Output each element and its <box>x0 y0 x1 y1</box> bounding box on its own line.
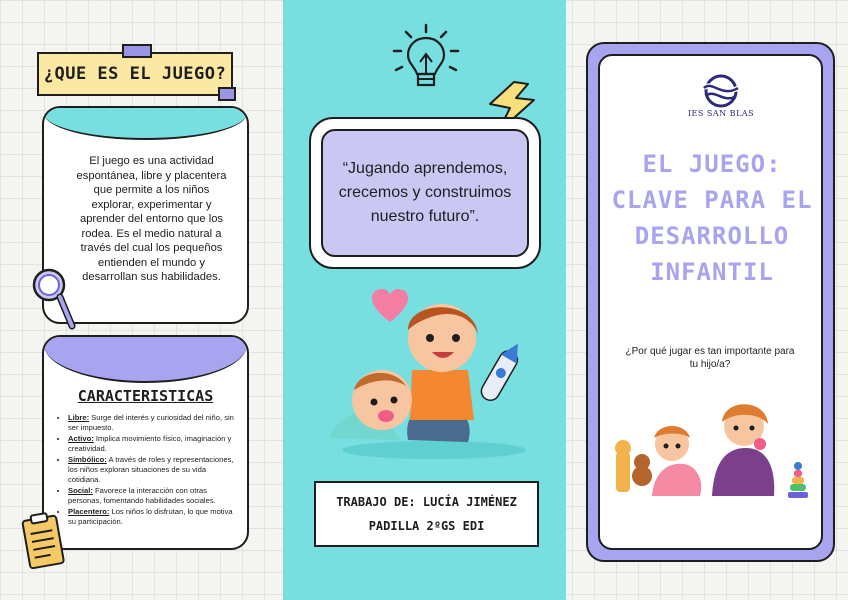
item-text: Implica movimiento físico, imaginación y creatividad. <box>68 434 232 453</box>
lightbulb-icon <box>388 22 464 92</box>
list-item <box>68 434 237 453</box>
clipboard-icon <box>18 510 68 572</box>
tape-clip-top <box>122 44 152 58</box>
item-text: Surge del interés y curiosidad del niño, sin ser impuesto. <box>68 413 234 432</box>
definition-card-header <box>44 108 247 140</box>
item-term: Activo: <box>68 434 94 444</box>
kids-toys-illustration <box>608 392 812 502</box>
cover-title: EL JUEGO: CLAVE PARA EL DESARROLLO INFANTIL <box>611 150 813 286</box>
item-term: Placentero: <box>68 507 110 517</box>
tape-clip-bottom <box>218 87 236 101</box>
item-term: Social: <box>68 486 93 496</box>
school-name: IES SAN BLAS <box>687 109 755 118</box>
definition-text: El juego es una actividad espontánea, libre y placentera que permite a los niños explorar, experimentar y aprender del entorno que los rodea. Es el medio natural a través del cual los pequeños entienden el mundo y desarrollan sus habilidades. <box>76 155 227 283</box>
item-term: Simbólico: <box>68 455 107 465</box>
list-item <box>68 455 237 484</box>
school-logo-icon <box>700 74 742 108</box>
author-box: TRABAJO DE: LUCÍA JIMÉNEZ PADILLA 2ºGS EDI <box>314 481 539 547</box>
quote-card <box>309 117 541 269</box>
characteristics-card <box>42 335 249 550</box>
children-playing-illustration <box>324 290 528 462</box>
heading-question: ¿QUE ES EL JUEGO? <box>43 64 227 84</box>
magnifier-icon <box>30 266 76 332</box>
heading-tape <box>37 52 233 96</box>
item-text: Los niños lo disfrutan, lo que motiva su participación. <box>68 507 233 526</box>
characteristics-card-header <box>44 337 247 383</box>
item-term: Libre: <box>68 413 90 422</box>
item-text: A través de roles y representaciones, los niños exploran situaciones de su vida cotidiana. <box>68 455 234 484</box>
list-item <box>68 413 237 432</box>
characteristics-list <box>56 413 237 529</box>
list-item <box>68 486 237 505</box>
characteristics-title: CARACTERISTICAS <box>77 387 214 405</box>
quote-text: “Jugando aprendemos, crecemos y construimos nuestro futuro”. <box>321 129 529 257</box>
list-item <box>68 507 237 526</box>
item-text: Favorece la interacción con otras personas, fomentando habilidades sociales. <box>68 486 216 505</box>
cover-subtitle: ¿Por qué jugar es tan importante para tu hijo/a? <box>625 346 795 370</box>
